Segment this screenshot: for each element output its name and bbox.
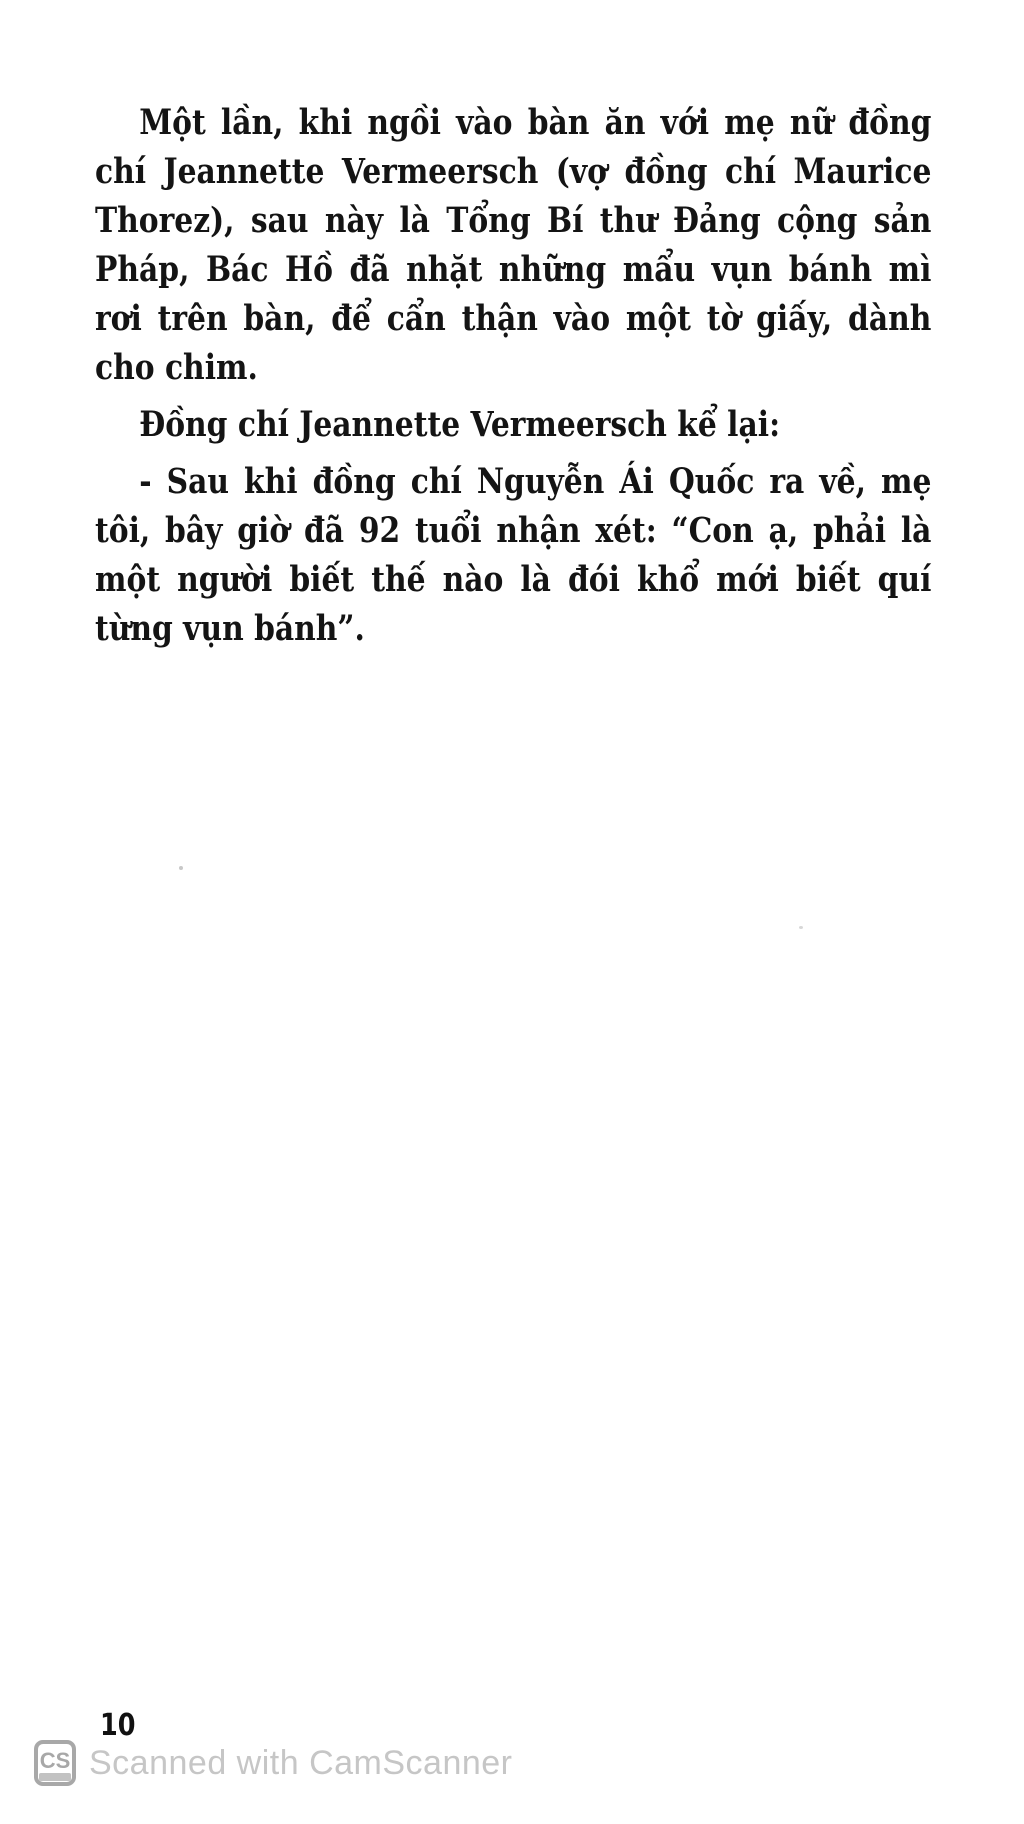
scan-noise-speck (826, 112, 829, 117)
paragraph-2: Đồng chí Jeannette Vermeersch kể lại: (139, 404, 781, 445)
paragraph-1: Một lần, khi ngồi vào bàn ăn với mẹ nữ đồng chí Jeannette Vermeersch (vợ đồng chí Maurice Thorez), sau này là Tổng Bí thư Đảng cộng sản Pháp, Bác Hồ đã nhặt những mẩu vụn bánh mì rơi trên bàn, để cẩn thận vào một tờ giấy, dành cho chim. (95, 102, 932, 388)
camscanner-logo-text: CS (39, 1748, 71, 1773)
scan-noise-speck (179, 866, 183, 870)
page-text-block (95, 98, 931, 661)
scan-noise-speck (799, 926, 803, 929)
paragraph-3: - Sau khi đồng chí Nguyễn Ái Quốc ra về, mẹ tôi, bây giờ đã 92 tuổi nhận xét: “Con ạ, phải là một người biết thế nào là đói khổ mới biết quí từng vụn bánh”. (95, 461, 932, 649)
camscanner-watermark (34, 1740, 513, 1786)
watermark-label: Scanned with CamScanner (89, 1743, 513, 1782)
camscanner-logo-icon (34, 1740, 76, 1786)
page-number: 10 (100, 1708, 136, 1743)
